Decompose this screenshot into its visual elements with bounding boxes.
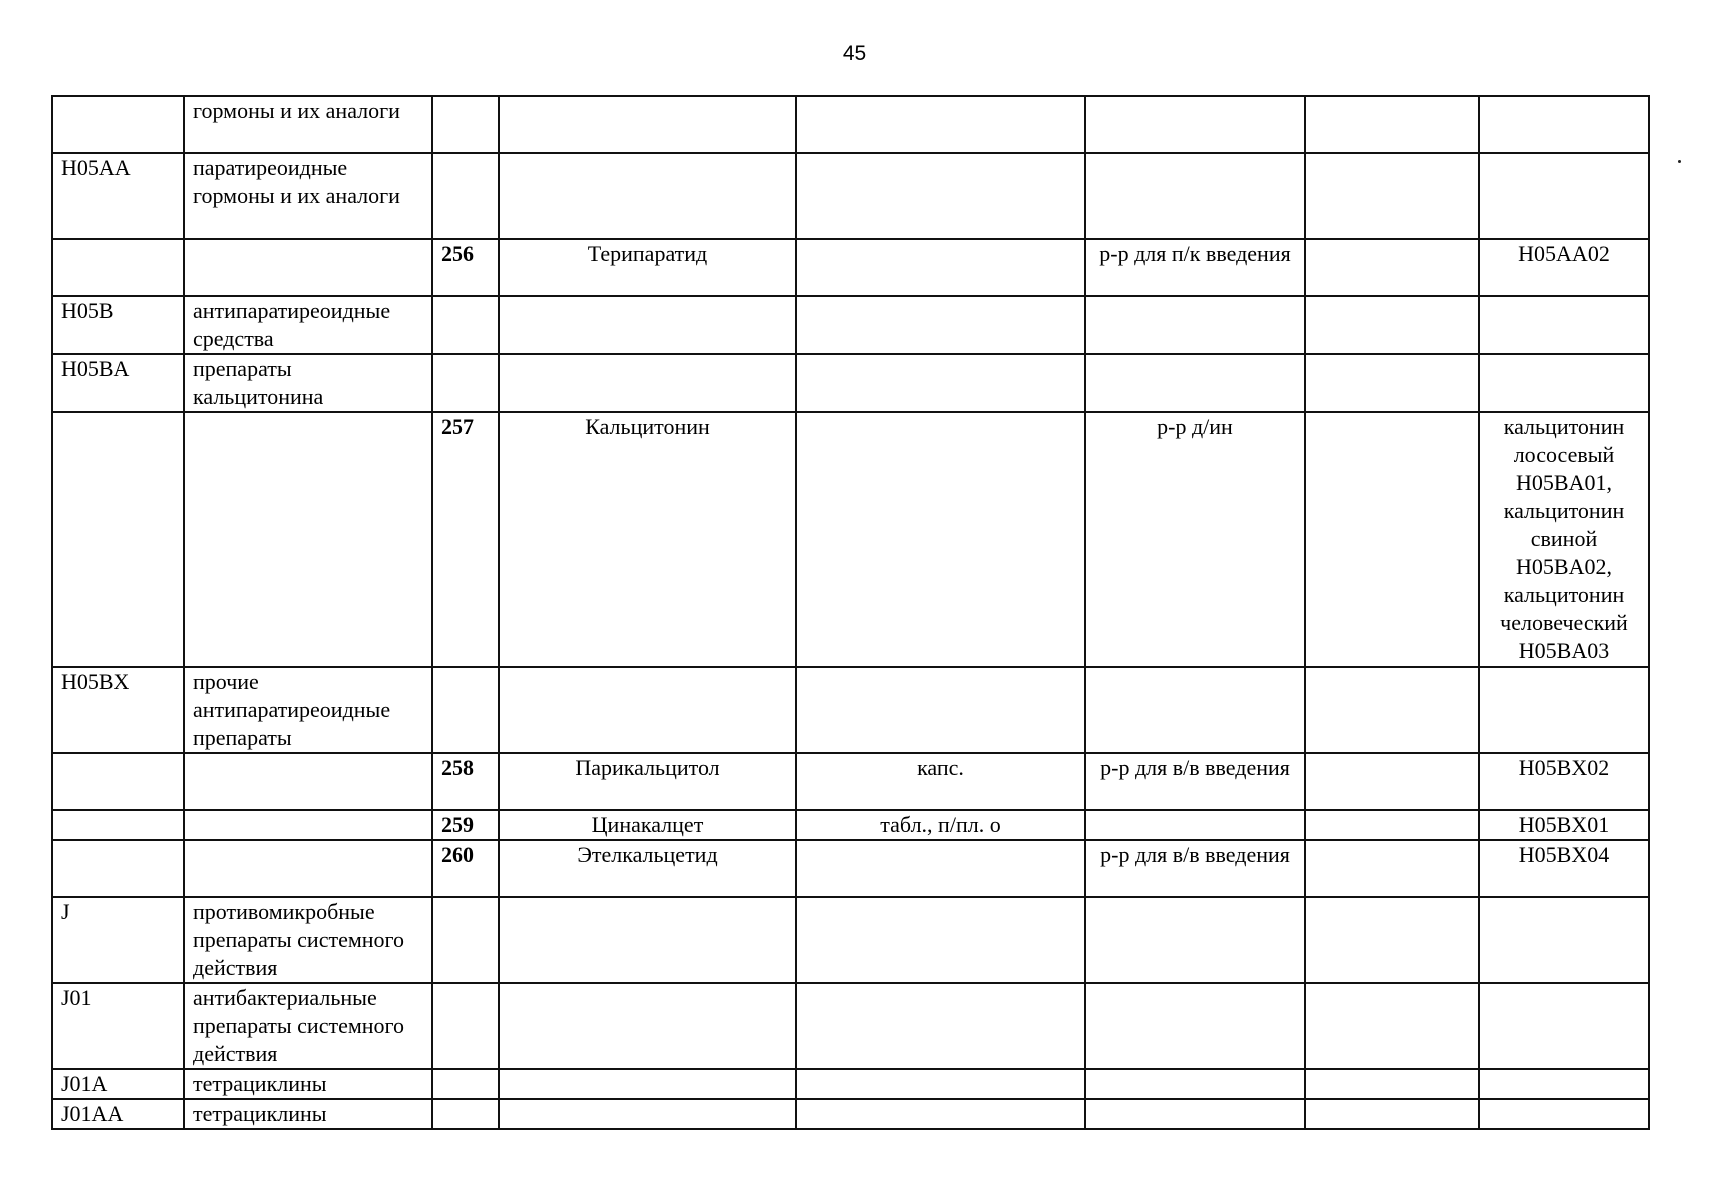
dosage-form-oral [796,354,1085,412]
atc-code [1479,96,1649,153]
atc-group-code [52,239,184,296]
row-number: 257 [432,412,499,667]
dosage-form-injection [1085,897,1305,983]
dosage-form-other [1305,296,1479,354]
dosage-form-other [1305,96,1479,153]
dosage-form-injection: р-р для в/в введения [1085,753,1305,810]
dosage-form-injection [1085,354,1305,412]
drug-name: Терипаратид [499,239,796,296]
atc-group-code: J01A [52,1069,184,1099]
atc-group-name: противомикробные препараты системного действия [184,897,432,983]
atc-group-code [52,810,184,840]
drug-list-table [51,95,1650,1130]
page-number: 45 [842,42,867,65]
atc-code: кальцитонин лососевый H05BA01, кальцитонин свиной H05BA02, кальцитонин человеческий H05BA03 [1479,412,1649,667]
atc-group-name [184,810,432,840]
row-number: 258 [432,753,499,810]
dosage-form-other [1305,1069,1479,1099]
row-number [432,1099,499,1129]
atc-group-code: J01 [52,983,184,1069]
drug-name [499,1069,796,1099]
row-number [432,153,499,239]
dosage-form-injection: р-р для п/к введения [1085,239,1305,296]
table-row [52,1099,1649,1129]
dosage-form-oral [796,667,1085,753]
atc-group-code [52,412,184,667]
atc-code: H05BX01 [1479,810,1649,840]
atc-group-name [184,840,432,897]
table-row [52,239,1649,296]
atc-group-name [184,753,432,810]
table-row [52,153,1649,239]
atc-group-name: прочие антипаратиреоидные препараты [184,667,432,753]
drug-name [499,667,796,753]
table-row [52,667,1649,753]
row-number [432,96,499,153]
table-row [52,810,1649,840]
atc-code: H05AA02 [1479,239,1649,296]
table-row [52,96,1649,153]
dosage-form-oral [796,153,1085,239]
drug-name [499,296,796,354]
atc-group-name [184,239,432,296]
atc-group-name: антипаратиреоидные средства [184,296,432,354]
dosage-form-oral [796,983,1085,1069]
atc-code [1479,1069,1649,1099]
dosage-form-other [1305,753,1479,810]
table-row [52,983,1649,1069]
atc-code [1479,153,1649,239]
dosage-form-injection [1085,667,1305,753]
atc-group-name: паратиреоидные гормоны и их аналоги [184,153,432,239]
dosage-form-other [1305,810,1479,840]
drug-name: Парикальцитол [499,753,796,810]
dosage-form-oral [796,897,1085,983]
atc-group-name: тетрациклины [184,1099,432,1129]
atc-group-name: препараты кальцитонина [184,354,432,412]
dosage-form-oral: табл., п/пл. о [796,810,1085,840]
dosage-form-other [1305,667,1479,753]
table-row [52,753,1649,810]
drug-name [499,354,796,412]
drug-name [499,897,796,983]
atc-code [1479,983,1649,1069]
dosage-form-other [1305,840,1479,897]
atc-group-code: J [52,897,184,983]
atc-group-code: J01AA [52,1099,184,1129]
dosage-form-oral [796,96,1085,153]
atc-code: H05BX04 [1479,840,1649,897]
drug-name: Кальцитонин [499,412,796,667]
row-number: 256 [432,239,499,296]
dosage-form-injection [1085,153,1305,239]
atc-group-code [52,753,184,810]
dosage-form-other [1305,354,1479,412]
dosage-form-other [1305,897,1479,983]
table-row [52,412,1649,667]
dosage-form-oral [796,296,1085,354]
dosage-form-injection [1085,810,1305,840]
table-row [52,354,1649,412]
atc-code [1479,296,1649,354]
row-number [432,897,499,983]
atc-group-code: H05B [52,296,184,354]
dosage-form-other [1305,1099,1479,1129]
drug-name: Цинакалцет [499,810,796,840]
atc-group-code: H05AA [52,153,184,239]
table-row [52,296,1649,354]
atc-group-name: гормоны и их аналоги [184,96,432,153]
drug-name [499,153,796,239]
row-number: 260 [432,840,499,897]
drug-name [499,1099,796,1129]
dosage-form-other [1305,983,1479,1069]
dosage-form-injection: р-р для в/в введения [1085,840,1305,897]
atc-code [1479,897,1649,983]
dosage-form-injection [1085,96,1305,153]
atc-group-code: H05BA [52,354,184,412]
table-row [52,897,1649,983]
atc-code: H05BX02 [1479,753,1649,810]
dosage-form-other [1305,412,1479,667]
atc-group-name: антибактериальные препараты системного действия [184,983,432,1069]
dosage-form-other [1305,153,1479,239]
atc-code [1479,1099,1649,1129]
row-number [432,1069,499,1099]
dosage-form-oral [796,840,1085,897]
row-number [432,983,499,1069]
atc-group-code: H05BX [52,667,184,753]
atc-code [1479,667,1649,753]
dosage-form-injection: р-р д/ин [1085,412,1305,667]
dosage-form-oral [796,412,1085,667]
drug-name [499,983,796,1069]
dosage-form-oral [796,1099,1085,1129]
row-number [432,296,499,354]
atc-group-code [52,840,184,897]
dosage-form-injection [1085,983,1305,1069]
dosage-form-other [1305,239,1479,296]
table-row [52,1069,1649,1099]
dosage-form-injection [1085,296,1305,354]
atc-group-code [52,96,184,153]
dosage-form-injection [1085,1069,1305,1099]
dosage-form-oral [796,1069,1085,1099]
dosage-form-oral [796,239,1085,296]
drug-name [499,96,796,153]
atc-group-name [184,412,432,667]
scan-speck [1678,160,1681,163]
table-row [52,840,1649,897]
drug-name: Этелкальцетид [499,840,796,897]
row-number: 259 [432,810,499,840]
atc-code [1479,354,1649,412]
dosage-form-oral: капс. [796,753,1085,810]
row-number [432,667,499,753]
atc-group-name: тетрациклины [184,1069,432,1099]
row-number [432,354,499,412]
dosage-form-injection [1085,1099,1305,1129]
